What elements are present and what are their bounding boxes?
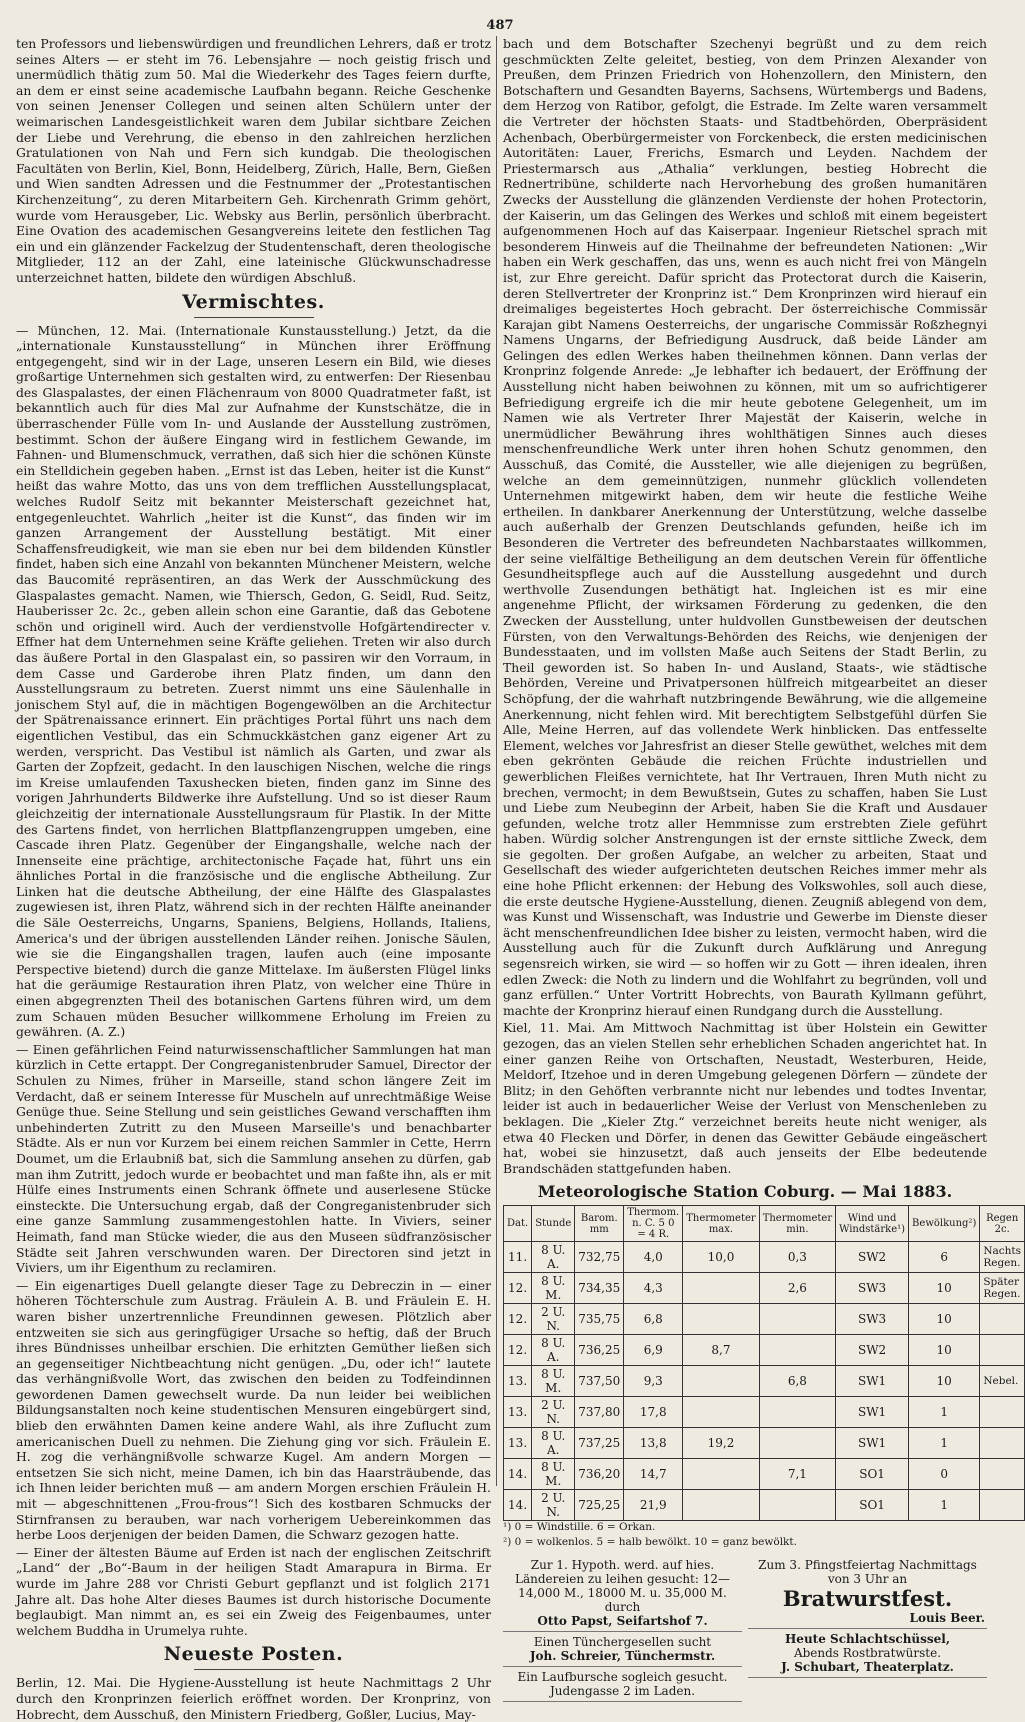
weather-cell: 8 U. M. <box>532 1459 575 1490</box>
weather-cell: 2 U. N. <box>532 1397 575 1428</box>
weather-cell: 732,75 <box>575 1242 624 1273</box>
weather-cell: 1 <box>909 1428 980 1459</box>
weather-cell: 1 <box>909 1397 980 1428</box>
weather-cell: 10,0 <box>683 1242 759 1273</box>
right-column <box>503 36 1022 1699</box>
weather-cell: 737,80 <box>575 1397 624 1428</box>
weather-cell: 10 <box>909 1366 980 1397</box>
weather-cell: Nebel. <box>980 1366 1025 1397</box>
weather-cell <box>759 1490 835 1521</box>
weather-cell: SO1 <box>836 1490 909 1521</box>
weather-header-cell: Thermometer min. <box>759 1206 835 1242</box>
weather-cell <box>980 1428 1025 1459</box>
weather-cell: 2 U. N. <box>532 1304 575 1335</box>
weather-cell: 0,3 <box>759 1242 835 1273</box>
weather-cell: 8 U. M. <box>532 1273 575 1304</box>
ad-plasterer-text: Einen Tünchergesellen sucht <box>533 1635 712 1650</box>
weather-cell <box>683 1490 759 1521</box>
weather-header-cell: Wind und Windstärke¹) <box>836 1206 909 1242</box>
weather-cell: 8 U. M. <box>532 1366 575 1397</box>
weather-cell: 12. <box>504 1335 532 1366</box>
table-row <box>504 1335 1025 1366</box>
ad-mortgage <box>503 1555 742 1632</box>
table-row <box>504 1366 1025 1397</box>
weather-cell: 13. <box>504 1428 532 1459</box>
weather-cell: 4,3 <box>624 1273 683 1304</box>
weather-cell <box>683 1366 759 1397</box>
ad-errand-boy <box>503 1667 742 1702</box>
ad-bratwurst-headline: Bratwurstfest. <box>782 1586 953 1612</box>
weather-cell: Später Regen. <box>980 1273 1025 1304</box>
weather-cell <box>759 1335 835 1366</box>
weather-cell <box>980 1459 1025 1490</box>
weather-cell: 2,6 <box>759 1273 835 1304</box>
ads-right <box>748 1555 987 1702</box>
weather-header-cell: Stunde <box>532 1206 575 1242</box>
weather-cell: 6,8 <box>759 1366 835 1397</box>
weather-cell: 13. <box>504 1397 532 1428</box>
weather-cell: SW3 <box>836 1304 909 1335</box>
ad-errand-boy-text: Ein Laufbursche sogleich gesucht. <box>517 1670 728 1685</box>
weather-cell: 737,25 <box>575 1428 624 1459</box>
weather-cell: 9,3 <box>624 1366 683 1397</box>
weather-cell: 10 <box>909 1273 980 1304</box>
weather-cell: 8,7 <box>683 1335 759 1366</box>
weather-cell: SW1 <box>836 1428 909 1459</box>
ad-bratwurst <box>748 1555 987 1629</box>
weather-cell: 0 <box>909 1459 980 1490</box>
table-row <box>504 1490 1025 1521</box>
weather-cell: 11. <box>504 1242 532 1273</box>
weather-cell <box>683 1273 759 1304</box>
weather-notes <box>503 1521 987 1549</box>
section-title-neueste-posten: Neueste Posten. <box>163 1643 344 1666</box>
weather-cell: 6 <box>909 1242 980 1273</box>
weather-cell: 6,9 <box>624 1335 683 1366</box>
weather-cell: 14. <box>504 1459 532 1490</box>
weather-cell: 725,25 <box>575 1490 624 1521</box>
intro-paragraph: ten Professors und liebenswürdigen und freundlichen Lehrers, daß er trotz seines Alters — er steht im 76. Lebensjahre — noch geistig frisch und unermüdlich thätig zum 50. Mal die Wiederkehr des Tages feiern durfte, an dem er einst seine academische Laufbahn begann. Reiche Geschenke von seinen Jenenser Collegen und seinen alten Schülern unter der weimarischen Landesgeistlichkeit waren dem Jubilar sichtbare Zeichen der Liebe und Verehrung, die ebenso in den zahlreichen herzlichen Gratulationen von Nah und Fern sich kundgab. Die theologischen Facultäten von Berlin, Kiel, Bonn, Heidelberg, Zürich, Halle, Bern, Gießen und Wien sandten Adressen und die Festnummer der „Protestantischen Kirchenzeitung“, zu deren Mitarbeitern Geh. Kirchenrath Grimm gehört, wurde vom Herausgeber, Lic. Websky aus Berlin, persönlich überbracht. Eine Ovation des academischen Gesangvereins leitete den festlichen Tag ein und ein glänzender Fackelzug der Studentenschaft, deren theologische Mitglieder, 112 an der Zahl, eine lateinische Glückwunschadresse unterzeichnet hatten, bildete den würdigen Abschluß. <box>16 36 491 285</box>
weather-note-clouds: ²) 0 = wolkenlos. 5 = halb bewölkt. 10 = ganz bewölkt. <box>503 1536 797 1549</box>
weather-cell <box>980 1335 1025 1366</box>
weather-cell: 12. <box>504 1304 532 1335</box>
weather-cell: SW3 <box>836 1273 909 1304</box>
article-collector: — Einen gefährlichen Feind naturwissenschaftlicher Sammlungen hat man kürzlich in Cette ertappt. Der Congreganistenbruder Samuel, Director der Schulen zu Nimes, früher in Marseille, stand schon längere Zeit im Verdacht, daß er seinem Interesse für Muscheln auf unrechtmäßige Weise Genüge thue. Seine Stellung und sein geistliches Gewand verschafften ihm unbehinderten Zutritt zu den Museen Marseille's und benachbarter Städte. Als er nun vor Kurzem bei einem reichen Sammler in Cette, Herrn Doumet, um die Erlaubniß bat, sich die Sammlung ansehen zu dürfen, gab man ihm Zutritt, jedoch wurde er beobachtet und man faßte ihn, als er mit Hülfe eines Instruments einen Schrank öffnete und auserlesene Stücke einsteckte. Die Untersuchung ergab, daß der Congreganistenbruder sich eine ganze Sammlung zusammengestohlen hatte. In Viviers, seiner Heimath, fand man Stücke wieder, die aus den Museen südfranzösischer Städte seit Jahren verschwunden waren. Der Directoren sind jetzt in Viviers, um ihr Eigenthum zu reclamiren. <box>16 1041 491 1276</box>
weather-cell: 14,7 <box>624 1459 683 1490</box>
weather-cell: Nachts Regen. <box>980 1242 1025 1273</box>
weather-cell: 7,1 <box>759 1459 835 1490</box>
advertisements <box>503 1555 987 1702</box>
weather-cell: 21,9 <box>624 1490 683 1521</box>
table-row <box>504 1428 1025 1459</box>
table-row <box>504 1397 1025 1428</box>
column-rule <box>496 36 497 1486</box>
ad-schlachtschuessel <box>748 1629 987 1678</box>
ad-mortgage-name: Otto Papst, Seifartshof 7. <box>537 1614 708 1629</box>
left-column <box>16 36 491 1722</box>
article-berlin-continued: bach und dem Botschafter Szechenyi begrüßt und zu dem reich geschmückten Zelte geleitet, bestieg, von dem Prinzen Alexander von Preußen, dem Prinzen Friedrich von Hohenzollern, den Ministern, den Botschaftern und Gesandten Bayerns, Sachsens, Würtembergs und Badens, dem Herzog von Ratibor, gefolgt, die Estrade. Im Zelte waren versammelt die Vertreter der höchsten Staats- und Stadtbehörden, Oberpräsident Achenbach, Oberbürgermeister von Forckenbeck, die ersten medicinischen Autoritäten: Lauer, Frerichs, Esmarch und Leyden. Nachdem der Priestermarsch aus „Athalia“ verklungen, bestieg Hobrecht die Rednertribüne, schilderte nach Hervorhebung des großen humanitären Zwecks der Ausstellung die glänzenden Verdienste der hohen Protectorin, der Kaiserin, um das Gelingen des Werkes und schloß mit einem begeistert aufgenommenen Hoch auf das Kaiserpaar. Ingenieur Rietschel sprach mit besonderem Hinweis auf die Theilnahme der befreundeten Nationen: „Wir haben ein Werk geschaffen, das uns, wenn es auch nicht frei von Mängeln ist, zur Ehre gereicht. Dafür spricht das Protectorat durch die Kaiserin, deren Stellvertreter der Kronprinz ist.“ Dem Kronprinzen wird hierauf ein dreimaliges begeistertes Hoch gebracht. Der österreichische Commissär Karajan gibt Namens Oesterreichs, der ungarische Commissär Roßzhegnyi Namens Ungarns, der Befriedigung Ausdruck, daß beide Länder am Gelingen des edlen Werkes haben theilnehmen können. Dann verlas der Kronprinz folgende Anrede: „Je lebhafter ich bedauert, der Eröffnung der Ausstellung nicht haben beiwohnen zu können, mit um so aufrichtigerer Befriedigung ergreife ich die mir heute gebotene Gelegenheit, um im Namen wie als Vertreter Ihrer Majestät der Kaiserin, welche in unermüdlicher Bewährung ihres wohlthätigen Sinnes auch dieses menschenfreundliche Werk unter ihren hohen Schutz genommen, den Ausschuß, das Comité, die Aussteller, wie alle diejenigen zu begrüßen, welche an dem gemeinnützigen, nunmehr glücklich vollendeten Unternehmen mitgewirkt haben, dem wir heute die festliche Weihe ertheilen. In dankbarer Anerkennung der Unterstützung, welche dasselbe auch außerhalb der Grenzen Deutschlands gefunden, heiße ich im Besonderen die Vertreter des befreundeten Nachbarstaates willkommen, der seine vielfältige Betheiligung an dem deutschen Verein für öffentliche Gesundheitspflege auch auf die Ausstellung ausgedehnt und durch werthvolle Zusendungen bethätigt hat. Ingleichen ist es mir eine angenehme Pflicht, der wirksamen Förderung zu gedenken, die den Zwecken der Ausstellung, unter huldvollen Gunstbeweisen der deutschen Fürsten, von den Verwaltungs-Behörden des Reichs, wie denjenigen der Bundesstaaten, und im vollsten Maße auch Seitens der Stadt Berlin, zu Theil geworden ist. So haben In- und Ausland, Staats-, wie städtische Behörden, Vereine und Privatpersonen hülfreich mitgearbeitet an dieser Schöpfung, der die wahrhaft nutzbringende Bewährung, wie die allgemeine Anerkennung, nicht fehlen wird. Mit berechtigtem Selbstgefühl dürfen Sie Alle, Meine Herren, auf das vollendete Werk hinblicken. Das entfesselte Element, welches vor Jahresfrist an dieser Stelle gewüthet, welches mit dem eben gekrönten Gebäude die reichen Früchte industriellen und gewerblichen Fleißes vernichtete, hat Ihr Vertrauen, Ihren Muth nicht zu brechen, vermocht; in dem Bewußtsein, Gutes zu schaffen, haben Sie Lust und Liebe zum Neubeginn der Arbeit, haben Sie die Kraft und Ausdauer gefunden, welche trotz aller Hemmnisse zum erstrebten Ziele geführt haben. Würdig solcher Anstrengungen ist der ernste sittliche Zweck, dem sie gegolten. Der großen Aufgabe, an welcher zu arbeiten, Staat und Gesellschaft des wieder aufgerichteten deutschen Reiches immer mehr als eine hohe Pflicht erkennen: der Hebung des Volkswohles, soll auch diese, die erste deutsche Hygiene-Ausstellung, dienen. Zeugniß ablegend von dem, was Kunst und Wissenschaft, was Industrie und Gewerbe im Dienste dieser ächt menschenfreundlichen Idee bisher zu leisten, vermocht haben, wird die Ausstellung auch für die Zukunft durch Aufklärung und Anregung segensreich wirken, sie wird — so hoffen wir zu Gott — ihren idealen, ihren edlen Zweck: die Noth zu lindern und die Wohlfahrt zu begründen, voll und ganz erfüllen.“ Unter Vortritt Hobrechts, von Baurath Kyllmann geführt, machte der Kronprinz hierauf einen Rundgang durch die Ausstellung. <box>503 36 987 1018</box>
article-tree: — Einer der ältesten Bäume auf Erden ist nach der englischen Zeitschrift „Land“ der „Bo“-Baum in der heiligen Stadt Amarapura in Birma. Er wurde im Jahre 288 vor Christi Geburt gepflanzt und ist folglich 2171 Jahre alt. Das hohe Alter dieses Baumes ist durch historische Documente beglaubigt. Man nimmt an, es sei ein Zweig des Feigenbaumes, unter welchem Buddha in Urumelya ruhte. <box>16 1544 491 1638</box>
weather-cell <box>759 1304 835 1335</box>
weather-note-wind: ¹) 0 = Windstille. 6 = Orkan. <box>503 1521 656 1534</box>
weather-cell: 8 U. A. <box>532 1242 575 1273</box>
weather-header-cell: Thermometer max. <box>683 1206 759 1242</box>
weather-cell <box>759 1397 835 1428</box>
section-divider-2 <box>194 1669 314 1670</box>
ad-bratwurst-text: Zum 3. Pfingstfeiertag Nachmittags von 3 Uhr an <box>758 1558 977 1587</box>
weather-cell <box>980 1397 1025 1428</box>
weather-cell: SW1 <box>836 1397 909 1428</box>
weather-header-cell: Barom. mm <box>575 1206 624 1242</box>
weather-cell: 4,0 <box>624 1242 683 1273</box>
article-munich: — München, 12. Mai. (Internationale Kunstausstellung.) Jetzt, da die „internationale Kunstausstellung“ in München ihrer Eröffnung entgegengeht, sind wir in der Lage, unseren Lesern ein Bild, wie dieses großartige Unternehmen sich gestalten wird, zu entwerfen: Der Riesenbau des Glaspalastes, der einen Flächenraum von 8000 Quadratmeter faßt, ist bekanntlich auch für dies Mal zur Aufnahme der Kunstschätze, die in überraschender Fülle vom In- und Auslande der Ausstellung zuströmen, bestimmt. Schon der äußere Eingang wird in festlichem Gewande, im Fahnen- und Blumenschmuck, verrathen, daß sich hier die schönen Künste ein Stelldichein gegeben haben. „Ernst ist das Leben, heiter ist die Kunst“ heißt das wahre Motto, das uns von dem trefflichen Ausstellungsplacat, welches Rudolf Seitz mit bekannter Meisterschaft gezeichnet hat, entgegenleuchtet. Wahrlich „heiter ist die Kunst“, das finden wir im ganzen Arrangement der Ausstellung bestätigt. Mit einer Schaffensfreudigkeit, wie man sie eben nur bei dem bildenden Künstler findet, haben sich eine Anzahl von bekannten Münchener Meistern, welche das Baucomité repräsentiren, an das Werk der Ausschmückung des Glaspalastes gemacht. Namen, wie Thiersch, Gedon, G. Seidl, Rud. Seitz, Hauberisser 2c. 2c., geben allein schon eine Garantie, daß das Gebotene schön und originell wird. Auch der verdienstvolle Hofgärtendirecter v. Effner hat dem Unternehmen seine Kräfte geliehen. Treten wir also durch das äußere Portal in den Glaspalast ein, so passiren wir den Vorraum, in dem Casse und Garderobe ihren Platz finden, um dann den Ausstellungsraum zu betreten. Zuerst nimmt uns eine Säulenhalle in jonischem Styl auf, die in mächtigen Bogengewölben an die Architectur der Spätrenaissance erinnert. Ein prächtiges Portal führt uns nach dem eigentlichen Vestibul, das ein Schmuckkästchen ganz eigener Art zu werden, verspricht. Das Vestibul ist nämlich als Garten, und zwar als Garten der Zopfzeit, gedacht. In den lauschigen Nischen, welche die rings im Kreise umlaufenden Taxushecken bieten, finden ganz im Sinne des vorigen Jahrhunderts Bildwerke ihre Aufstellung. Und so ist dieser Raum gleichzeitig der internationale Ausstellungsraum für Plastik. In der Mitte des Gartens findet, von herrlichen Blattpflanzengruppen umgeben, eine Cascade ihren Platz. Gegenüber der Eingangshalle, welche nach der Innenseite eine prächtige, architectonische Façade hat, führt uns ein ähnliches Portal in die französische und die englische Abtheilung. Zur Linken hat die deutsche Abtheilung, der eine Hälfte des Glaspalastes zugewiesen ist, ihren Platz, während sich in der rechten Hälfte aneinander die Säle Oesterreichs, Ungarns, Spaniens, Belgiens, Hollands, Italiens, America's und der übrigen ausstellenden Länder reihen. Jonische Säulen, wie sie die Eingangshallen tragen, laufen auch (eine imposante Perspective bietend) durch die ganze Mittelaxe. Im äußersten Flügel links hat die geräumige Restauration ihren Platz, von welcher eine Thüre in einen abgegrenzten Theil des botanischen Gartens führen wird, um dem zum Schauen müden Besucher willkommene Erholung im Freien zu gewähren. (A. Z.) <box>16 322 491 1040</box>
weather-cell <box>683 1304 759 1335</box>
weather-cell <box>759 1428 835 1459</box>
weather-cell: SW2 <box>836 1335 909 1366</box>
weather-header-cell: Dat. <box>504 1206 532 1242</box>
weather-header-cell: Bewölkung²) <box>909 1206 980 1242</box>
weather-cell <box>980 1304 1025 1335</box>
weather-cell <box>683 1459 759 1490</box>
weather-cell: 736,20 <box>575 1459 624 1490</box>
table-row <box>504 1304 1025 1335</box>
article-kiel: Kiel, 11. Mai. Am Mittwoch Nachmittag ist über Holstein ein Gewitter gezogen, das an vielen Stellen sehr erheblichen Schaden angerichtet hat. In einer ganzen Reihe von Ortschaften, Neustadt, Westerburen, Heide, Meldorf, Itzehoe und in deren Umgebung gelegenen Dörfern — zündete der Blitz; in den Gehöften verbrannte nicht nur lebendes und todtes Inventar, leider ist auch in bedauerlicher Weise der Verlust von Menschenleben zu beklagen. Die „Kieler Ztg.“ verzeichnet bereits heute nicht weniger, als etwa 40 Flecken und Dörfer, in denen das Gewitter Gebäude eingeäschert hat, wobei sie hinzusetzt, daß auch jenseits der Elbe bedeutende Brandschäden stattgefunden haben. <box>503 1020 987 1176</box>
table-row <box>504 1459 1025 1490</box>
weather-cell: 1 <box>909 1490 980 1521</box>
weather-cell: 10 <box>909 1304 980 1335</box>
weather-cell: 17,8 <box>624 1397 683 1428</box>
weather-cell: 12. <box>504 1273 532 1304</box>
page-number: 487 <box>486 18 514 33</box>
weather-cell: 14. <box>504 1490 532 1521</box>
ad-plasterer <box>503 1632 742 1667</box>
weather-cell <box>980 1490 1025 1521</box>
weather-cell: 10 <box>909 1335 980 1366</box>
weather-cell: 734,35 <box>575 1273 624 1304</box>
weather-cell: 19,2 <box>683 1428 759 1459</box>
ad-plasterer-name: Joh. Schreier, Tünchermstr. <box>529 1649 716 1664</box>
weather-header-cell: Regen 2c. <box>980 1206 1025 1242</box>
article-berlin: Berlin, 12. Mai. Die Hygiene-Ausstellung ist heute Nachmittags 2 Uhr durch den Kronprinzen feierlich eröffnet worden. Der Kronprinz, von Hobrecht, dem Ausschuß, den Ministern Friedberg, Goßler, Lucius, May- <box>16 1675 491 1722</box>
weather-header-cell: Thermom. n. C. 5 0 = 4 R. <box>624 1206 683 1242</box>
table-row <box>504 1273 1025 1304</box>
weather-table-title: Meteorologische Station Coburg. — Mai 1883. <box>537 1182 953 1202</box>
ad-bratwurst-name: Louis Beer. <box>909 1611 985 1626</box>
weather-cell: 737,50 <box>575 1366 624 1397</box>
article-duel: — Ein eigenartiges Duell gelangte dieser Tage zu Debreczin in — einer höheren Töchterschule zum Austrag. Fräulein A. B. und Fräulein E. H. waren bisher unzertrennliche Freundinnen gewesen. Plötzlich aber entzweiten sie sich aus geringfügiger Ursache so heftig, daß der Bruch ihres Bündnisses unheilbar erschien. Die erhitzten Gemüther ließen sich an gegenseitiger Nichtbeachtung nicht genügen. „Du, oder ich!“ lautete das verhängnißvolle Wort, das zwischen den beiden zu Todfeindinnen gewordenen Damen gewechselt wurde. Da nun leider bei weiblichen Bildungsanstalten noch keine studentischen Mensuren eingebürgert sind, blieb den erwähnten Damen keine andere Wahl, als ihre Zuflucht zum americanischen Duell zu nehmen. Die Ziehung ging vor sich. Fräulein E. H. zog die verhängnißvolle schwarze Kugel. Am andern Morgen — entsetzen Sie sich nicht, meine Damen, ich bin das Haarsträubende, das ich Ihnen leider berichten muß — am andern Morgen erschien Fräulein H. mit — abgeschnittenen „Frou-frous“! Sich des kostbaren Schmucks der Stirnfransen zu berauben, war nach vorherigem Uebereinkommen das herbe Loos derjenigen der beiden Damen, die Schwarz gezogen hatte. <box>16 1277 491 1543</box>
weather-table-header <box>504 1206 1025 1242</box>
weather-cell: 6,8 <box>624 1304 683 1335</box>
weather-cell: SW1 <box>836 1366 909 1397</box>
ad-schlacht-name: J. Schubart, Theaterplatz. <box>781 1660 954 1675</box>
ads-left <box>503 1555 742 1702</box>
weather-cell: 8 U. A. <box>532 1428 575 1459</box>
weather-cell: 8 U. A. <box>532 1335 575 1366</box>
section-divider <box>194 317 314 318</box>
weather-cell <box>683 1397 759 1428</box>
table-row <box>504 1242 1025 1273</box>
section-title-vermischtes: Vermischtes. <box>182 290 325 313</box>
weather-cell: SW2 <box>836 1242 909 1273</box>
weather-cell: 13. <box>504 1366 532 1397</box>
weather-cell: 736,25 <box>575 1335 624 1366</box>
ad-errand-boy-address: Judengasse 2 im Laden. <box>549 1684 696 1699</box>
weather-table <box>503 1205 1025 1521</box>
ad-schlacht-text: Heute Schlachtschüssel, <box>784 1632 951 1647</box>
weather-cell: SO1 <box>836 1459 909 1490</box>
ad-schlacht-text-2: Abends Rostbratwürste. <box>793 1646 942 1661</box>
weather-cell: 735,75 <box>575 1304 624 1335</box>
weather-cell: 2 U. N. <box>532 1490 575 1521</box>
ad-mortgage-text: Zur 1. Hypoth. werd. auf hies. Ländereien zu leihen gesucht: 12—14,000 M., 18000 M. u. 35,000 M. durch <box>514 1558 731 1615</box>
weather-cell: 13,8 <box>624 1428 683 1459</box>
weather-table-body <box>504 1242 1025 1521</box>
